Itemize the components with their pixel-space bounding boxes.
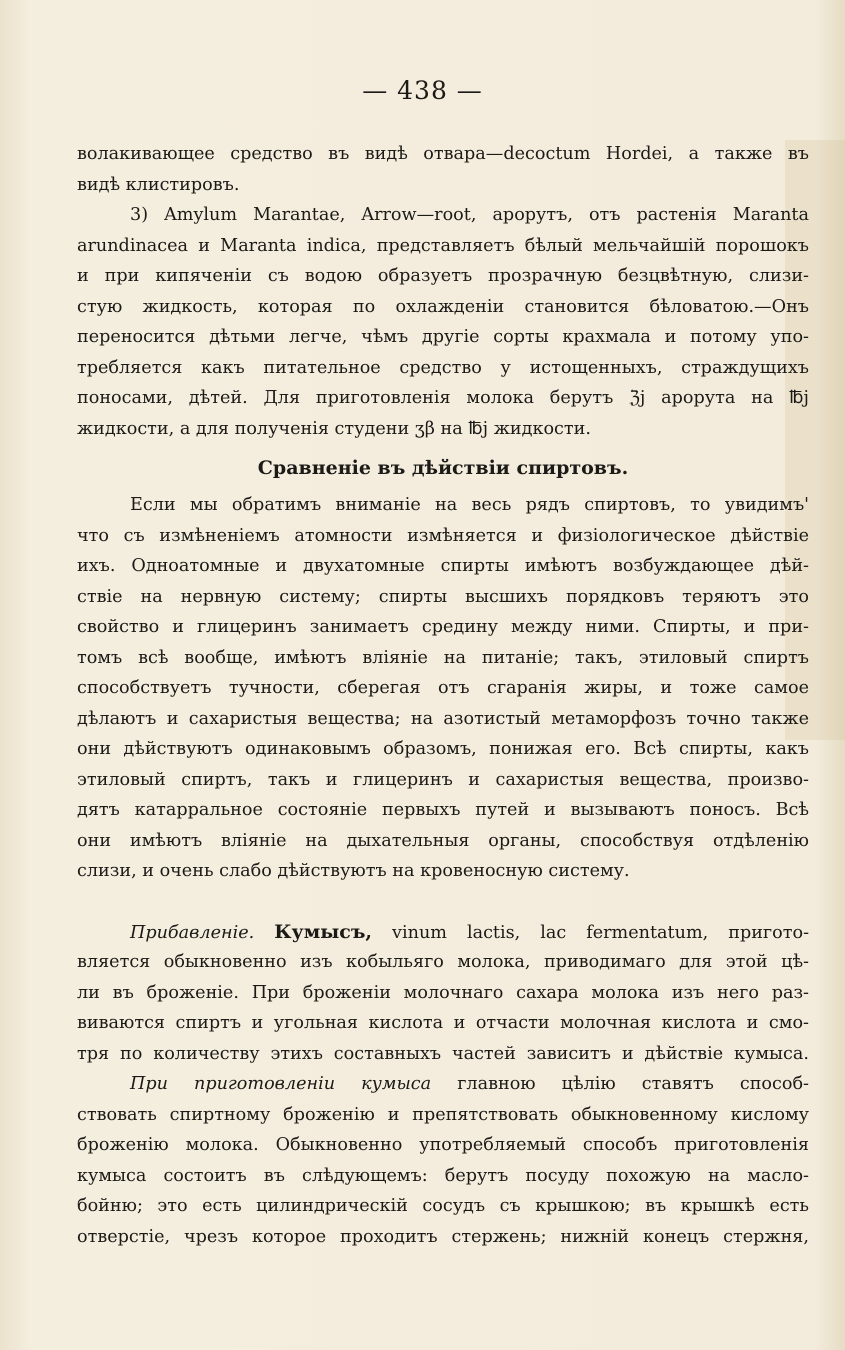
text-line: свойство и глицеринъ занимаетъ средину между ними. Спирты, и при- (77, 617, 809, 637)
text-line: бойню; это есть цилиндрическій сосудъ съ крышкою; въ крышкѣ есть (77, 1196, 809, 1216)
text-line: arundinacea и Maranta indica, представляетъ бѣлый мельчайшій порошокъ (77, 235, 809, 256)
text-run: vinum lactis, lac fermentatum, пригото- (392, 922, 809, 943)
italic-run: При приготовленіи кумыса (130, 1074, 432, 1094)
text-line: виваются спиртъ и угольная кислота и отчасти молочная кислота и смо- (77, 1013, 809, 1033)
text-line: тря по количеству этихъ составныхъ частей зависитъ и дѣйствіе кумыса. (77, 1043, 809, 1064)
page-number: — 438 — (362, 76, 483, 105)
text-line: кумыса состоитъ въ слѣдующемъ: берутъ посуду похожую на масло- (77, 1165, 809, 1186)
text-line: дѣлаютъ и сахаристыя вещества; на азотистый метаморфозъ точно также (77, 708, 809, 729)
text-line: волакивающее средство въ видѣ отвара—decoctum Hordei, а также въ (77, 144, 809, 164)
bold-term: Кумысъ, (274, 920, 373, 943)
text-line: ствіе на нервную систему; спирты высшихъ порядковъ теряютъ это (77, 586, 809, 607)
text-line: они дѣйствуютъ одинаковымъ образомъ, понижая его. Всѣ спирты, какъ (77, 739, 809, 759)
text-line: жидкости, а для полученія студени ʒβ на ℔j жидкости. (77, 418, 591, 439)
text-line (77, 917, 809, 948)
text-line: этиловый спиртъ, такъ и глицеринъ и сахаристыя вещества, произво- (77, 769, 809, 790)
text-line (77, 1069, 809, 1100)
text-line: вляется обыкновенно изъ кобыльяго молока, приводимаго для этой цѣ- (77, 952, 809, 972)
text-line: отверстіе, чрезъ которое проходитъ стержень; нижній конецъ стержня, (77, 1226, 809, 1247)
text-run: главною цѣлію ставятъ способ- (457, 1074, 809, 1094)
text-line: дятъ катарральное состояніе первыхъ путей и вызываютъ поносъ. Всѣ (77, 800, 809, 820)
text-line: ли въ броженіе. При броженіи молочнаго сахара молока изъ него раз- (77, 982, 809, 1003)
section-heading: Сравненіе въ дѣйствіи спиртовъ. (257, 457, 629, 479)
text-line: видѣ клистировъ. (77, 174, 240, 195)
text-line: броженію молока. Обыкновенно употребляемый способъ приготовленія (77, 1135, 809, 1155)
text-line: и при кипяченіи съ водою образуетъ прозрачную безцвѣтную, слизи- (77, 266, 809, 286)
text-line: поносами, дѣтей. Для приготовленія молока берутъ ℨj арорута на ℔j (77, 388, 809, 408)
text-line: требляется какъ питательное средство у истощенныхъ, страждущихъ (77, 357, 809, 378)
text-line: томъ всѣ вообще, имѣютъ вліяніе на питаніе; такъ, этиловый спиртъ (77, 647, 809, 668)
text-line: Если мы обратимъ вниманіе на весь рядъ спиртовъ, то увидимъ' (130, 495, 809, 515)
text-line: ствовать спиртному броженію и препятствовать обыкновенному кислому (77, 1104, 809, 1125)
text-line: что съ измѣненіемъ атомности измѣняется и физіологическое дѣйствіе (77, 525, 809, 546)
text-line: они имѣютъ вліяніе на дыхательныя органы, способствуя отдѣленію (77, 830, 809, 851)
italic-run: Прибавленіе. (130, 922, 255, 943)
text-line: стую жидкость, которая по охлажденіи становится бѣловатою.—Онъ (77, 296, 809, 317)
text-line: ихъ. Одноатомные и двухатомные спирты имѣютъ возбуждающее дѣй- (77, 556, 809, 576)
text-line: способствуетъ тучности, сберегая отъ сгаранія жиры, и тоже самое (77, 678, 809, 698)
text-line: переносится дѣтьми легче, чѣмъ другіе сорты крахмала и потому упо- (77, 327, 809, 347)
page-text (77, 139, 809, 1252)
text-line: 3) Amylum Marantae, Arrow—root, арорутъ, отъ растенія Maranta (130, 205, 809, 225)
text-line: слизи, и очень слабо дѣйствуютъ на кровеносную систему. (77, 861, 630, 881)
